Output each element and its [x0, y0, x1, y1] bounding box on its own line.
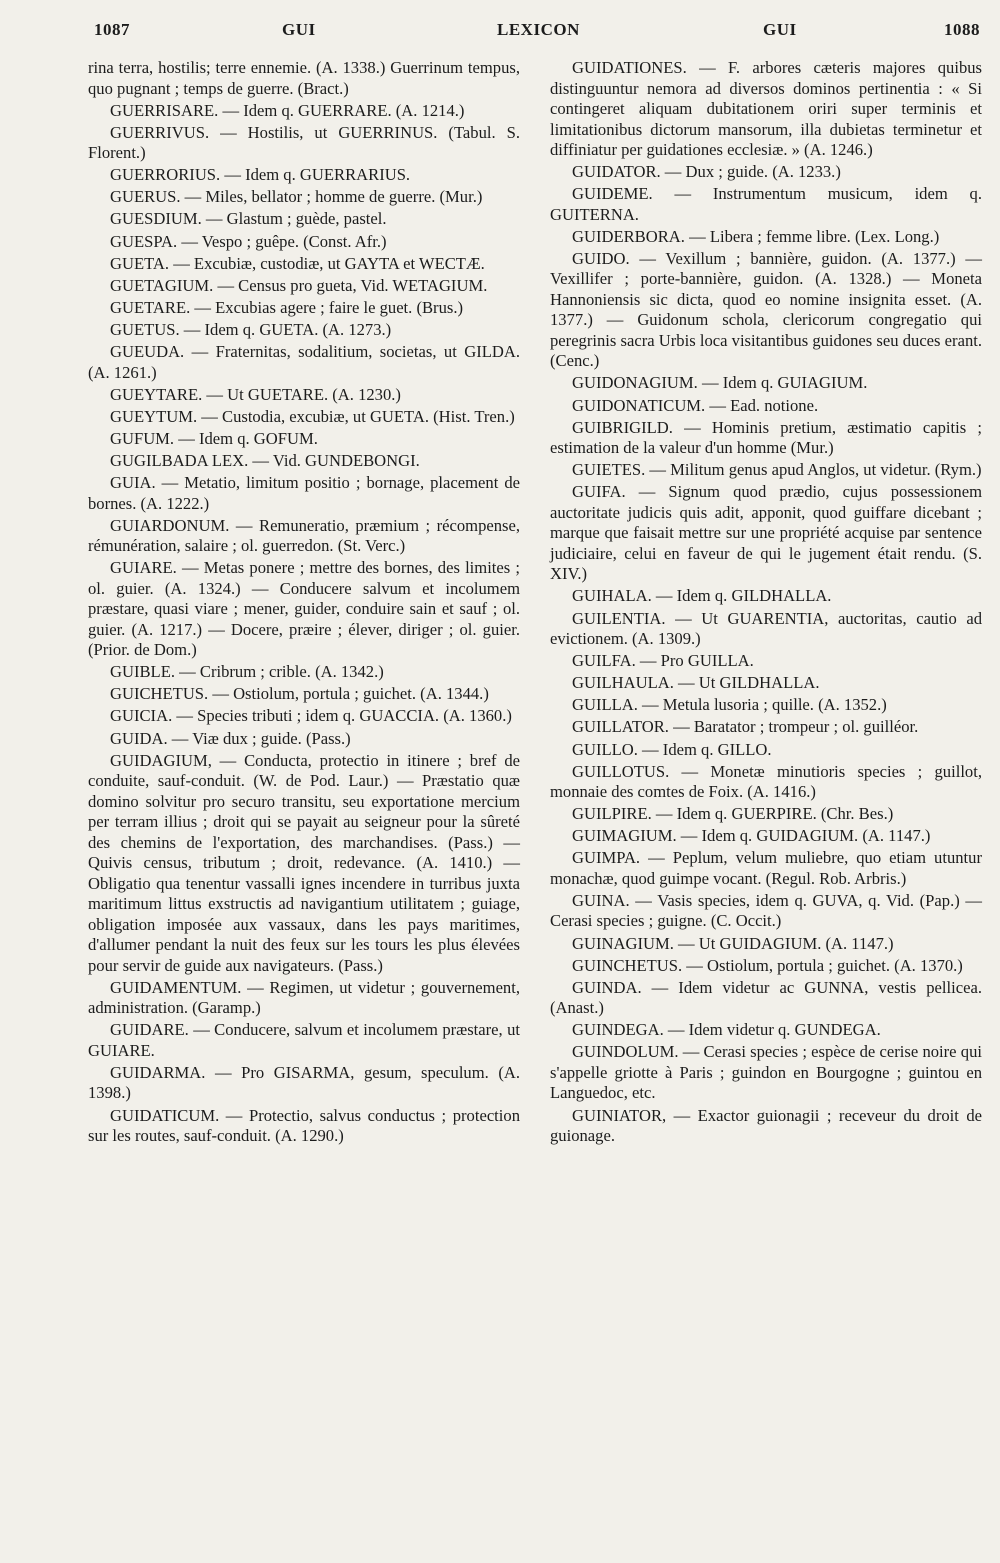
entry: GUEUDA. — Fraternitas, sodalitium, societas, ut GILDA. (A. 1261.): [88, 342, 520, 382]
entry: GUIDO. — Vexillum ; bannière, guidon. (A. 1377.) — Vexillifer ; porte-bannière, guidon. (A. 1328.) — Moneta Hannoniensis sic dicta, quod eo nomine insignita esset. (A. 1377.) — Guidonum schola, clericorum congregatio qui peregrinis sacra Urbis loca visitantibus guidones seu duces erant. (Cenc.): [550, 248, 982, 371]
entry: GUINDOLUM. — Cerasi species ; espèce de cerise noire qui s'appelle griotte à Paris ; guindon en Bourgogne ; guintou en Languedoc, etc.: [550, 1042, 982, 1103]
entry: GUERRISARE. — Idem q. GUERRARE. (A. 1214.): [110, 100, 465, 120]
left-column: [88, 58, 520, 1148]
entry: GUIDONATICUM. — Ead. notione.: [572, 395, 819, 415]
entry: rina terra, hostilis; terre ennemie. (A. 1338.) Guerrinum tempus, quo pugnant ; temps de guerre. (Bract.): [88, 58, 520, 98]
entry: GUINAGIUM. — Ut GUIDAGIUM. (A. 1147.): [572, 933, 894, 953]
entry: GUIHALA. — Idem q. GILDHALLA.: [572, 586, 832, 606]
entry: GUIBRIGILD. — Hominis pretium, æstimatio capitis ; estimation de la valeur d'un homme (Mur.): [550, 417, 982, 458]
entry: GUILLO. — Idem q. GILLO.: [572, 739, 772, 759]
entry: GUINCHETUS. — Ostiolum, portula ; guichet. (A. 1370.): [572, 955, 963, 975]
entry: GUIDONAGIUM. — Idem q. GUIAGIUM.: [572, 373, 868, 393]
entry: GUILLATOR. — Baratator ; trompeur ; ol. guilléor.: [572, 717, 919, 737]
entry: GUIDATICUM. — Protectio, salvus conductus ; protection sur les routes, sauf-conduit. (A. 1290.): [88, 1105, 520, 1146]
page-number-right: 1088: [944, 20, 980, 39]
entry: GUIDATOR. — Dux ; guide. (A. 1233.): [572, 162, 841, 182]
entry: GUILPIRE. — Idem q. GUERPIRE. (Chr. Bes.): [572, 804, 894, 824]
entry: GUIDARE. — Conducere, salvum et incolumem præstare, ut GUIARE.: [88, 1020, 520, 1060]
entry: GUILHAULA. — Ut GILDHALLA.: [572, 673, 820, 693]
running-head-right: GUI: [763, 20, 797, 39]
entry: GUETA. — Excubiæ, custodiæ, ut GAYTA et WECTÆ.: [110, 253, 485, 273]
running-head-left: GUI: [282, 20, 316, 39]
entry: GUIDA. — Viæ dux ; guide. (Pass.): [110, 728, 351, 748]
entry: GUGILBADA LEX. — Vid. GUNDEBONGI.: [110, 450, 420, 470]
entry: GUINIATOR, — Exactor guionagii ; receveur du droit de guionage.: [550, 1105, 982, 1146]
entry: GUIBLE. — Cribrum ; crible. (A. 1342.): [110, 662, 384, 682]
entry: GUERRIVUS. — Hostilis, ut GUERRINUS. (Tabul. S. Florent.): [88, 122, 520, 163]
entry: GUIARDONUM. — Remuneratio, præmium ; récompense, rémunération, salaire ; ol. guerredon. (St. Verc.): [88, 515, 520, 556]
entry: GUILENTIA. — Ut GUARENTIA, auctoritas, cautio ad evictionem. (A. 1309.): [550, 608, 982, 649]
entry: GUIDARMA. — Pro GISARMA, gesum, speculum. (A. 1398.): [88, 1062, 520, 1103]
entry: GUETARE. — Excubias agere ; faire le guet. (Brus.): [110, 297, 464, 317]
running-head-center: LEXICON: [497, 20, 580, 39]
entry: GUIDERBORA. — Libera ; femme libre. (Lex. Long.): [572, 226, 940, 246]
entry: GUIMPA. — Peplum, velum muliebre, quo etiam utuntur monachæ, quod guimpe vocant. (Regul. Rob. Arbris.): [550, 848, 982, 888]
entry: GUFUM. — Idem q. GOFUM.: [110, 428, 318, 448]
entry: GUIDAGIUM, — Conducta, protectio in itinere ; bref de conduite, sauf-conduit. (W. de Pod. Laur.) — Præstatio quæ domino solvitur pro securo transitu, seu exportatione mercium per terram illius ; droit qui se payait au seigneur pour la sûreté des chemins de l'exportation, des marchandises. (Pass.) — Quivis census, tributum ; droit, redevance. (A. 1410.) — Obligatio qua tenentur vassalli ignes incendere in turribus juxta maritimum littus exstructis ad navigantium utilitatem ; guiage, obligation imposée aux vassaux, dans les pays maritimes, d'allumer pendant la nuit des feux sur les tours les plus élevées pour servir de guide aux navigateurs. (Pass.): [88, 750, 520, 975]
entry: GUERRORIUS. — Idem q. GUERRARIUS.: [110, 165, 411, 185]
entry: GUICHETUS. — Ostiolum, portula ; guichet. (A. 1344.): [110, 684, 489, 704]
entry: GUINDA. — Idem videtur ac GUNNA, vestis pellicea. (Anast.): [550, 977, 982, 1018]
entry: GUESPA. — Vespo ; guêpe. (Const. Afr.): [110, 231, 387, 251]
right-column: [550, 58, 982, 1148]
page-number-left: 1087: [94, 20, 130, 39]
entry: GUERUS. — Miles, bellator ; homme de guerre. (Mur.): [110, 187, 483, 207]
entry: GUILLOTUS. — Monetæ minutioris species ; guillot, monnaie des comtes de Foix. (A. 1416.): [550, 761, 982, 802]
entry: GUIDAMENTUM. — Regimen, ut videtur ; gouvernement, administration. (Garamp.): [88, 977, 520, 1018]
entry: GUIARE. — Metas ponere ; mettre des bornes, des limites ; ol. guier. (A. 1324.) — Conducere salvum et incolumem præstare, quasi viare ; mener, guider, conduire sain et sauf ; ol. guier. (A. 1217.) — Docere, præire ; élever, diriger ; ol. guier. (Prior. de Dom.): [88, 558, 520, 660]
entry: GUIDEME. — Instrumentum musicum, idem q. GUITERNA.: [550, 184, 982, 224]
entry: GUICIA. — Species tributi ; idem q. GUACCIA. (A. 1360.): [110, 706, 512, 726]
entry: GUINA. — Vasis species, idem q. GUVA, q. Vid. (Pap.) — Cerasi species ; guigne. (C. Occit.): [550, 890, 982, 931]
entry: GUIDATIONES. — F. arbores cæteris majores quibus distinguuntur nemora ad diversos dominos pertinentia : « Si contingeret aliquam dubitationem oriri super terminis et limitationibus dictorum mansorum, illa dubietas terminetur et diffiniatur per guidationes ecclesiæ. » (A. 1246.): [550, 58, 982, 159]
entry: GUIMAGIUM. — Idem q. GUIDAGIUM. (A. 1147.): [572, 826, 931, 846]
entry: GUETAGIUM. — Census pro gueta, Vid. WETAGIUM.: [110, 275, 488, 295]
entry: GUINDEGA. — Idem videtur q. GUNDEGA.: [572, 1020, 881, 1040]
entry: GUIETES. — Militum genus apud Anglos, ut videtur. (Rym.): [572, 460, 982, 480]
entry: GUETUS. — Idem q. GUETA. (A. 1273.): [110, 319, 392, 339]
entry: GUEYTUM. — Custodia, excubiæ, ut GUETA. (Hist. Tren.): [110, 406, 515, 426]
entry: GUIA. — Metatio, limitum positio ; bornage, placement de bornes. (A. 1222.): [88, 473, 520, 513]
entry: GUEYTARE. — Ut GUETARE. (A. 1230.): [110, 384, 401, 404]
entry: GUESDIUM. — Glastum ; guède, pastel.: [110, 209, 387, 229]
entry: GUILLA. — Metula lusoria ; quille. (A. 1352.): [572, 695, 887, 715]
entry: GUILFA. — Pro GUILLA.: [572, 651, 754, 671]
entry: GUIFA. — Signum quod prædio, cujus possessionem auctoritate judicis quis adit, apponit, quod guiffare dicebant ; marque que faisait mettre sur une propriété acquise par sentence judiciaire, celui en faveur de qui le jugement était rendu. (S. XIV.): [550, 482, 982, 584]
